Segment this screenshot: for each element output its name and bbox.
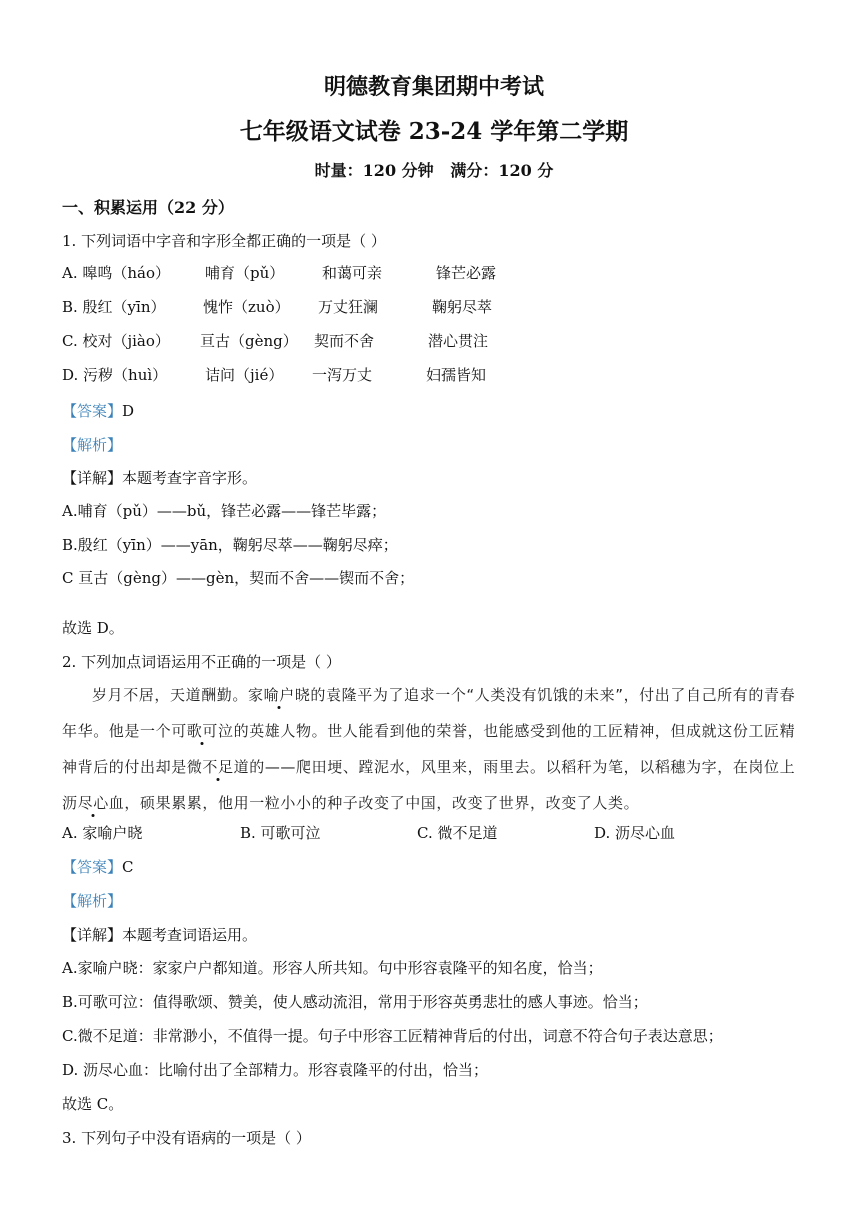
q1-d-3: 一泻万丈	[312, 366, 373, 384]
q1-a-3: 和蔼可亲	[322, 264, 383, 282]
q1-a-4: 锋芒必露	[436, 264, 497, 282]
q2-explanation-b: B.可歌可泣：值得歌颂、赞美，使人感动流泪，常用于形容英勇悲壮的感人事迹。恰当；	[62, 993, 648, 1011]
q1-d-1: D. 污秽（huì）	[62, 366, 168, 384]
passage-text: 的——爬田埂、蹚泥水，风里来，雨里去。以稻秆为笔，以稻穗为字，在岗位上	[249, 758, 796, 776]
q1-b-2: 愧怍（zuò）	[203, 298, 290, 316]
q2-detail	[62, 924, 257, 945]
q1-d-2: 诘问（jié）	[205, 366, 284, 384]
q1-detail	[62, 467, 257, 488]
q1-b-3: 万丈狂澜	[318, 298, 379, 316]
detail-tag: 【详解】	[62, 469, 123, 487]
q1-explanation-a: A.哺育（pǔ）——bǔ，锋芒必露——锋芒毕露；	[62, 502, 387, 520]
q2-option-b: B. 可歌可泣	[240, 824, 321, 842]
exam-subtitle: 七年级语文试卷 23-24 学年第二学期	[239, 118, 629, 145]
q2-option-a: A. 家喻户晓	[62, 824, 143, 842]
q1-c-3: 契而不舍	[314, 332, 375, 350]
detail-text: 本题考查字音字形。	[122, 469, 258, 487]
q1-explanation-c: C 亘古（gèng）——gèn，契而不舍——锲而不舍；	[62, 569, 415, 587]
q2-explanation-d: D. 沥尽心血：比喻付出了全部精力。形容袁隆平的付出，恰当；	[62, 1061, 489, 1079]
detail-tag: 【详解】	[62, 926, 123, 944]
exam-title: 明德教育集团期中考试	[323, 74, 544, 100]
q1-d-4: 妇孺皆知	[426, 366, 487, 384]
answer-value: C	[122, 858, 134, 876]
q2-answer	[62, 856, 134, 877]
q1-conclusion: 故选 D。	[62, 619, 124, 637]
passage-text: 的英雄人物。世人能看到他的荣誉，也能感受到他的工匠精神，但成就这份工匠精神背后的付出却是	[62, 722, 796, 776]
q3-stem: 3. 下列句子中没有语病的一项是（ ）	[62, 1129, 311, 1147]
q1-explanation-b: B.殷红（yīn）——yān，鞠躬尽萃——鞠躬尽瘁；	[62, 536, 398, 554]
q1-answer	[62, 400, 134, 421]
q1-a-1: A. 嗥鸣（háo）	[62, 264, 171, 282]
answer-value: D	[122, 402, 135, 420]
dotted-word: 家喻户晓	[248, 686, 311, 704]
q2-analysis-tag: 【解析】	[62, 892, 123, 910]
answer-tag: 【答案】	[62, 402, 123, 420]
passage-text: ，硕果累累，他用一粒小小的种子改变了中国，改变了世界，改变了人类。	[124, 794, 640, 812]
q1-b-4: 鞠躬尽萃	[432, 298, 493, 316]
q1-analysis-tag: 【解析】	[62, 436, 123, 454]
dotted-word: 可歌可泣	[171, 722, 234, 740]
q1-c-1: C. 校对（jiào）	[62, 332, 170, 350]
q2-option-c: C. 微不足道	[417, 824, 498, 842]
q1-b-1: B. 殷红（yīn）	[62, 298, 166, 316]
section-heading: 一、积累运用（22 分）	[62, 198, 234, 217]
q1-a-2: 哺育（pǔ）	[205, 264, 285, 282]
q2-explanation-c: C.微不足道：非常渺小，不值得一提。句子中形容工匠精神背后的付出，词意不符合句子表达意思；	[62, 1027, 723, 1045]
passage-text: 的袁隆平为了追求一个“人类没有饥饿的未来”，付出了自己所有的青春年华。他是一个	[62, 686, 796, 740]
dotted-word: 微不足道	[186, 758, 250, 776]
passage-text: 岁月不居，天道酬勤。	[92, 686, 249, 704]
answer-tag: 【答案】	[62, 858, 123, 876]
q2-explanation-a: A.家喻户晓：家家户户都知道。形容人所共知。句中形容袁隆平的知名度，恰当；	[62, 959, 603, 977]
q1-c-4: 潜心贯注	[428, 332, 489, 350]
q1-stem: 1. 下列词语中字音和字形全都正确的一项是（ ）	[62, 232, 386, 250]
q2-option-d: D. 沥尽心血	[594, 824, 676, 842]
q2-passage	[62, 677, 808, 821]
q2-stem: 2. 下列加点词语运用不正确的一项是（ ）	[62, 653, 341, 671]
dotted-word: 沥尽心血	[62, 794, 125, 812]
exam-meta: 时量：120 分钟 满分：120 分	[314, 161, 554, 180]
q2-conclusion: 故选 C。	[62, 1095, 124, 1113]
q1-c-2: 亘古（gèng）	[200, 332, 298, 350]
detail-text: 本题考查词语运用。	[122, 926, 258, 944]
